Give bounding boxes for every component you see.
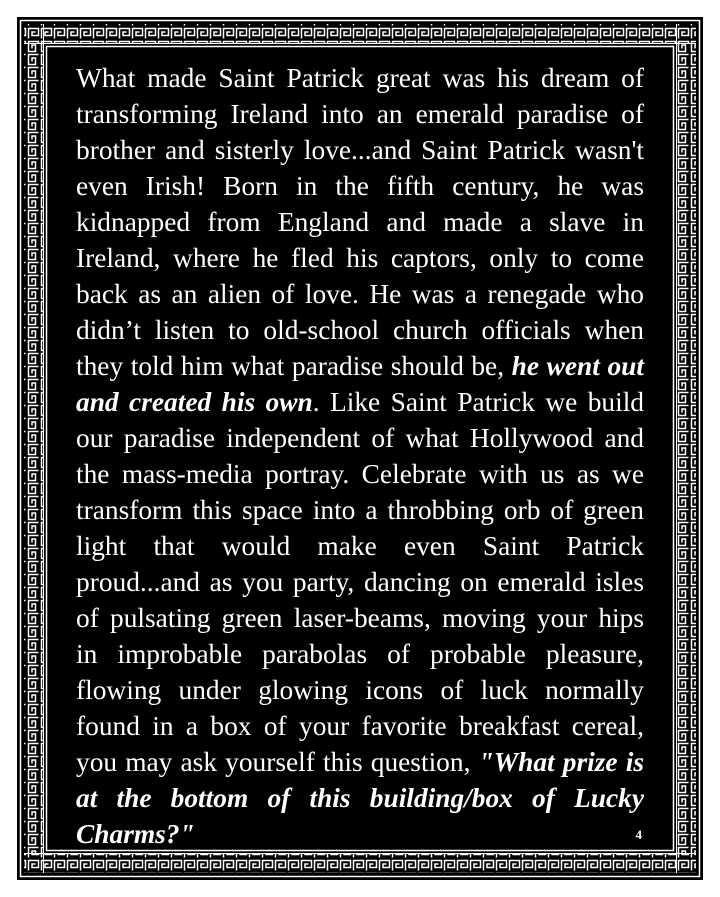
paragraph-part-2: . Like Saint Patrick we build our paradise independent of what Hollywood and the mass-media portray. Celebrate with us as we transform this space into a throbbing orb of green light that would make even Saint Patrick proud...and as you party, dancing on emerald isles of pulsating green laser-beams, moving your hips in improbable parabolas of probable pleasure, flowing under glowing icons of luck normally found in a box of your favorite breakfast cereal, you may ask yourself this question, <box>76 387 644 777</box>
emphasis-lucky-charms-question: "What prize is at the bottom of this building/box of Lucky Charms?" <box>76 747 644 849</box>
main-text-block <box>76 60 644 849</box>
emphasis-created-his-own: he went out and created his own <box>76 351 644 417</box>
page-number: 4 <box>635 827 642 842</box>
paragraph-part-1: What made Saint Patrick great was his dream of transforming Ireland into an emerald paradise of brother and sisterly love...and Saint Patrick wasn't even Irish! Born in the fifth century, he was kidnapped from England and made a slave in Ireland, where he fled his captors, only to come back as an alien of love. He was a renegade who didn’t listen to old-school church officials when they told him what paradise should be, <box>76 63 644 381</box>
body-paragraph <box>76 60 644 852</box>
